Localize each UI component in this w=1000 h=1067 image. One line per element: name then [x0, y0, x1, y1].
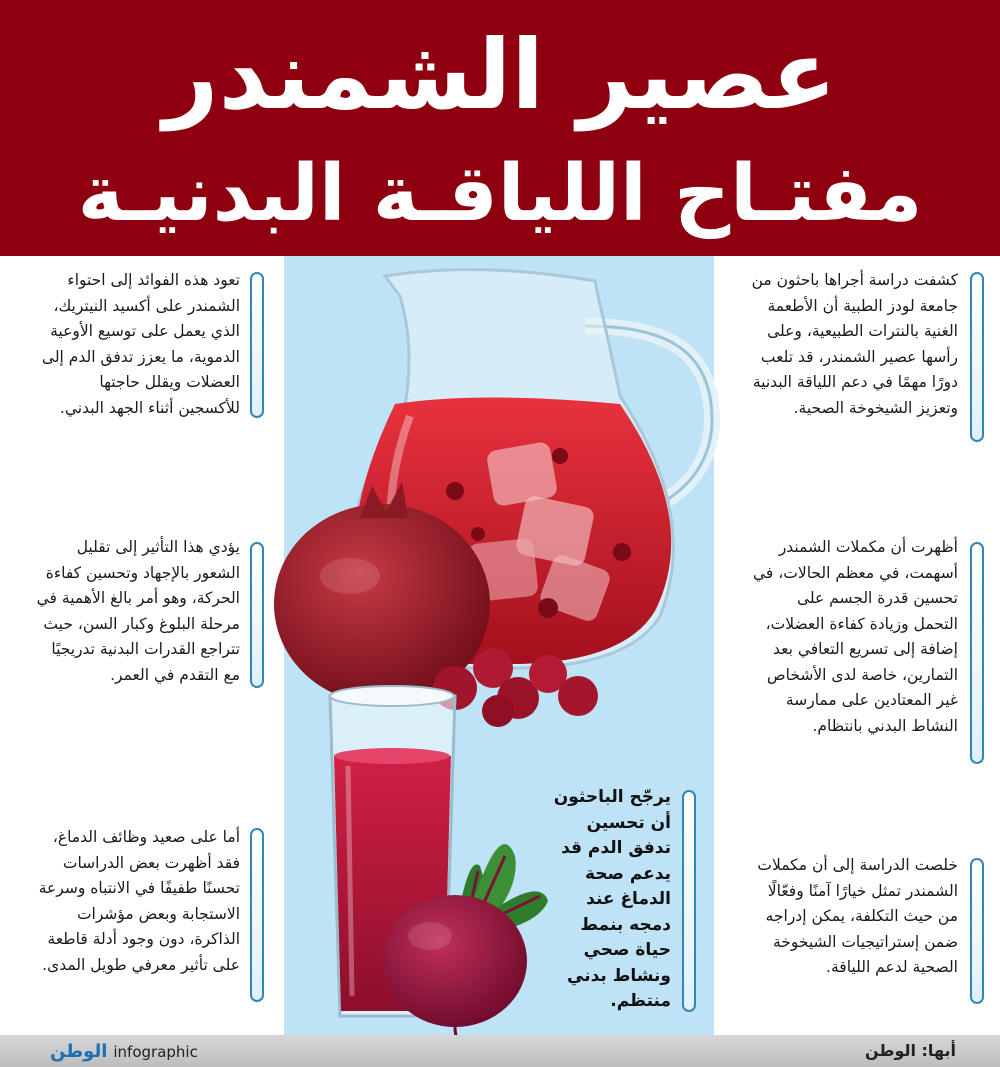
center-marker — [682, 790, 696, 1012]
page-title: عصير الشمندر — [163, 19, 837, 131]
left-marker-3 — [250, 828, 264, 1002]
footer-bar — [0, 1035, 1000, 1067]
footer-source: أبها: الوطن — [864, 1041, 956, 1060]
footer-brand — [50, 1041, 198, 1062]
left-paragraph-3: أما على صعيد وظائف الدماغ، فقد أظهرت بعض الدراسات تحسنًا طفيفًا في الانتباه وسرعة الاستجابة وبعض مؤشرات الذاكرة، دون وجود أدلة قاطعة على تأثير معرفي طويل المدى. — [38, 828, 240, 974]
right-marker-2 — [970, 542, 984, 764]
right-paragraph-1: كشفت دراسة أجراها باحثون من جامعة لودز الطبية أن الأطعمة الغنية بالنترات الطبيعية، وعلى رأسها عصير الشمندر، قد تلعب دورًا مهمًا في دعم اللياقة البدنية وتعزيز الشيخوخة الصحية. — [751, 271, 958, 417]
right-paragraph-3: خلصت الدراسة إلى أن مكملات الشمندر تمثل خيارًا آمنًا وفعّالًا من حيث التكلفة، يمكن إدراجه ضمن إستراتيجيات الشيخوخة الصحية لدعم اللياقة. — [757, 856, 958, 976]
right-paragraph-2: أظهرت أن مكملات الشمندر أسهمت، في معظم الحالات، في تحسين قدرة الجسم على التحمل وزيادة كفاءة العضلات، إضافة إلى تسريع التعافي بعد التمارين، خاصة لدى الأشخاص غير المعتادين على ممارسة النشاط البدني بانتظام. — [753, 538, 958, 735]
brand-logo: الوطن — [50, 1041, 108, 1062]
header-banner — [0, 0, 1000, 256]
right-marker-1 — [970, 272, 984, 442]
right-marker-3 — [970, 858, 984, 1004]
brand-suffix: infographic — [113, 1042, 198, 1061]
center-highlight: يرجّح الباحثون أن تحسين تدفق الدم قد يدعم صحة الدماغ عند دمجه بنمط حياة صحي ونشاط بدني منتظم. — [553, 787, 671, 1011]
left-marker-1 — [250, 272, 264, 418]
left-paragraph-2: يؤدي هذا التأثير إلى تقليل الشعور بالإجهاد وتحسين كفاءة الحركة، وهو أمر بالغ الأهمية في مرحلة البلوغ وكبار السن، حيث تتراجع القدرات البدنية تدريجيًا مع التقدم في العمر. — [36, 538, 240, 684]
left-marker-2 — [250, 542, 264, 688]
page-subtitle: مفتـاح اللياقـة البدنيـة — [77, 149, 923, 239]
left-paragraph-1: تعود هذه الفوائد إلى احتواء الشمندر على أكسيد النيتريك، الذي يعمل على توسيع الأوعية الدموية، ما يعزز تدفق الدم إلى العضلات ويقلل حاجتها للأكسجين أثناء الجهد البدني. — [41, 271, 240, 417]
